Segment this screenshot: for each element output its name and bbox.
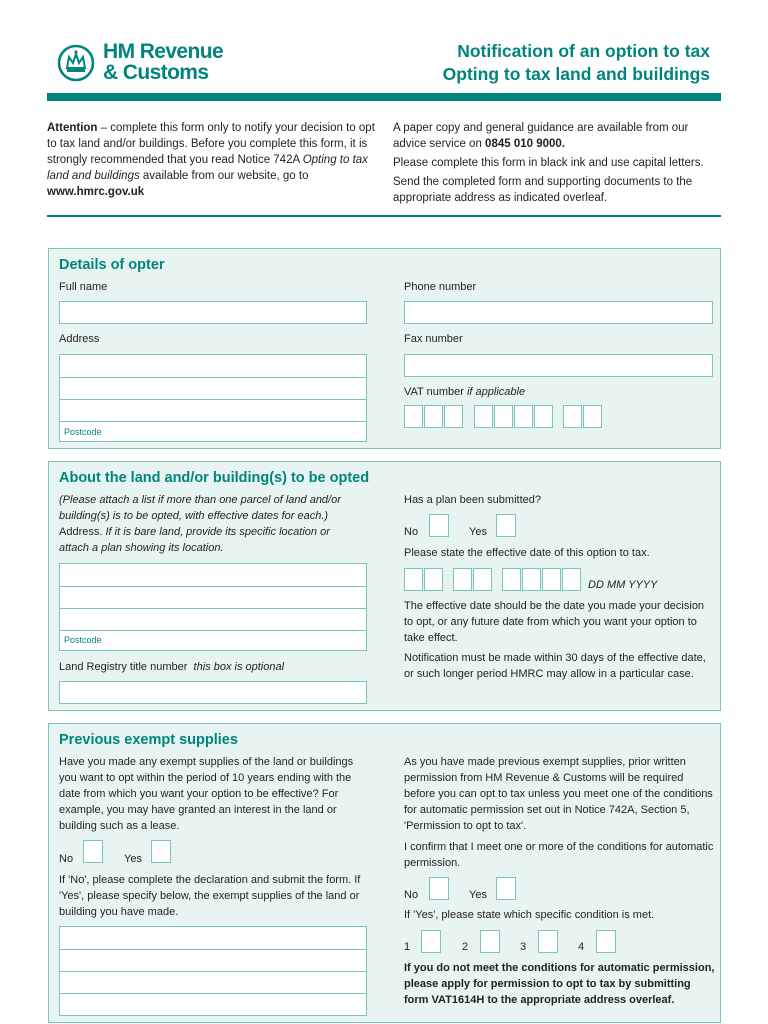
vat-number-label [404, 385, 525, 399]
logo-line-1: HM Revenue [103, 40, 224, 63]
address-line-divider [60, 630, 366, 631]
plan-no-label: No [404, 526, 419, 538]
postcode-label: Postcode [64, 427, 102, 437]
condition-4-label: 4 [578, 941, 585, 953]
registry-hint: this box is optional [193, 661, 285, 673]
date-year-box[interactable] [562, 568, 581, 591]
notification-note: Notification must be made within 30 days of the effective date, or such longer period HMRC may allow in a particular case. [404, 652, 706, 680]
document-title [443, 40, 710, 86]
confirm-no-checkbox[interactable] [429, 877, 449, 900]
address-input[interactable] [59, 354, 367, 442]
vat-digit-box[interactable] [514, 405, 533, 428]
vat-digit-box[interactable] [583, 405, 602, 428]
exempt-yes-checkbox[interactable] [151, 840, 171, 863]
date-format-hint: DD MM YYYY [588, 579, 658, 591]
vat-digit-box[interactable] [404, 405, 423, 428]
vat-digit-box[interactable] [534, 405, 553, 428]
postcode-label: Postcode [64, 635, 102, 645]
permission-application-note: If you do not meet the conditions for automatic permission, please apply for permission to opt to tax by submitting form VAT1614H to the appropriate address overleaf. [404, 962, 715, 1006]
land-buildings-section [48, 461, 721, 711]
vat-digit-box[interactable] [494, 405, 513, 428]
line-divider [60, 993, 366, 994]
permission-text: As you have made previous exempt supplies, prior written permission from HM Revenue & Customs will be required before you can opt to tax unless you meet one of the conditions for automatic permission set out in Notice 742A, Section 5, 'Permission to opt to tax'. [404, 756, 713, 832]
instructions-italic-2: If it is bare land, provide its specific location or attach a plan showing its location. [59, 526, 330, 554]
phone-label: Phone number [404, 281, 477, 293]
automatic-permission-confirm: I confirm that I meet one or more of the conditions for automatic permission. [404, 841, 714, 869]
date-day-box[interactable] [404, 568, 423, 591]
condition-1-checkbox[interactable] [421, 930, 441, 953]
crown-crest-icon [57, 42, 95, 84]
address-label: Address [59, 333, 100, 345]
notice-title: Opting to tax land and buildings [47, 154, 368, 182]
attention-label: Attention [47, 122, 98, 134]
hmrc-logo [57, 40, 237, 86]
date-day-box[interactable] [424, 568, 443, 591]
address-line-divider [60, 399, 366, 400]
date-year-box[interactable] [522, 568, 541, 591]
phone-input[interactable] [404, 301, 713, 324]
vat-digit-box[interactable] [424, 405, 443, 428]
condition-question: If 'Yes', please state which specific condition is met. [404, 909, 655, 921]
previous-exempt-supplies-section [48, 723, 721, 1023]
full-name-label: Full name [59, 281, 108, 293]
details-of-opter-section [48, 248, 721, 449]
line-divider [60, 949, 366, 950]
section-title: Details of opter [59, 257, 165, 273]
confirm-no-label: No [404, 889, 419, 901]
plan-question: Has a plan been submitted? [404, 494, 541, 506]
section-title: About the land and/or building(s) to be opted [59, 470, 370, 486]
condition-3-checkbox[interactable] [538, 930, 558, 953]
title-line-1: Notification of an option to tax [457, 41, 710, 61]
exempt-no-label: No [59, 853, 74, 865]
land-registry-input[interactable] [59, 681, 367, 704]
confirm-yes-checkbox[interactable] [496, 877, 516, 900]
fax-label: Fax number [404, 333, 463, 345]
date-year-box[interactable] [502, 568, 521, 591]
intro-rule [47, 215, 721, 217]
effective-date-note: The effective date should be the date you made your decision to opt, or any future date from which you want your option to take effect. [404, 600, 705, 644]
confirm-yes-label: Yes [469, 889, 487, 901]
guidance-para-1 [393, 120, 723, 152]
plan-no-checkbox[interactable] [429, 514, 449, 537]
exempt-supplies-question: Have you made any exempt supplies of the land or buildings you want to opt within the period of 10 years ending with the date from which you want your option to be effective? For example, you may have granted an interest in the land or building such as a lease. [59, 756, 354, 832]
address-line-divider [60, 377, 366, 378]
section-title: Previous exempt supplies [59, 732, 238, 748]
intro-guidance [393, 120, 723, 209]
land-instructions [59, 492, 359, 556]
address-line-divider [60, 421, 366, 422]
date-month-box[interactable] [453, 568, 472, 591]
land-address-input[interactable] [59, 563, 367, 651]
logo-line-2: & Customs [103, 61, 209, 84]
registry-label-text: Land Registry title number [59, 661, 188, 673]
date-month-box[interactable] [473, 568, 492, 591]
full-name-input[interactable] [59, 301, 367, 324]
address-line-divider [60, 586, 366, 587]
exempt-no-checkbox[interactable] [83, 840, 103, 863]
date-question: Please state the effective date of this option to tax. [404, 547, 650, 559]
condition-4-checkbox[interactable] [596, 930, 616, 953]
exempt-instructions: If 'No', please complete the declaration and submit the form. If 'Yes', please specify below, the exempt supplies of the land or building you have made. [59, 874, 361, 918]
date-year-box[interactable] [542, 568, 561, 591]
website-link[interactable]: www.hmrc.gov.uk [47, 186, 145, 198]
address-line-divider [60, 608, 366, 609]
plan-yes-checkbox[interactable] [496, 514, 516, 537]
line-divider [60, 971, 366, 972]
vat-label-text: VAT number [404, 386, 464, 398]
vat-digit-box[interactable] [563, 405, 582, 428]
guidance-para-3: Send the completed form and supporting documents to the appropriate address as indicated overleaf. [393, 176, 693, 204]
attention-text-1: – complete this form only to notify your decision to opt to tax land and/or buildings. Before you complete this form, it is strongly recommended that you read Notice 742A [47, 122, 375, 166]
exempt-supplies-input[interactable] [59, 926, 367, 1016]
vat-hint: if applicable [466, 386, 526, 398]
vat-digit-box[interactable] [444, 405, 463, 428]
instructions-italic-1: (Please attach a list if more than one parcel of land and/or building(s) is to be opted, with effective dates for each.) [59, 494, 341, 522]
vat-digit-box[interactable] [474, 405, 493, 428]
advice-phone: 0845 010 9000. [485, 138, 565, 150]
condition-3-label: 3 [520, 941, 527, 953]
condition-2-checkbox[interactable] [480, 930, 500, 953]
intro-attention [47, 120, 377, 200]
title-line-2: Opting to tax land and buildings [442, 64, 710, 84]
attention-text-2: available from our website, go to [139, 170, 309, 182]
condition-1-label: 1 [404, 941, 411, 953]
condition-2-label: 2 [462, 941, 469, 953]
guidance-para-2: Please complete this form in black ink and use capital letters. [393, 157, 704, 169]
plan-yes-label: Yes [469, 526, 487, 538]
header-rule [47, 93, 721, 101]
instructions-address: Address. [59, 526, 106, 538]
land-registry-label [59, 660, 284, 674]
guidance-text: A paper copy and general guidance are available from our advice service on [393, 122, 689, 150]
exempt-yes-label: Yes [124, 853, 142, 865]
fax-input[interactable] [404, 354, 713, 377]
